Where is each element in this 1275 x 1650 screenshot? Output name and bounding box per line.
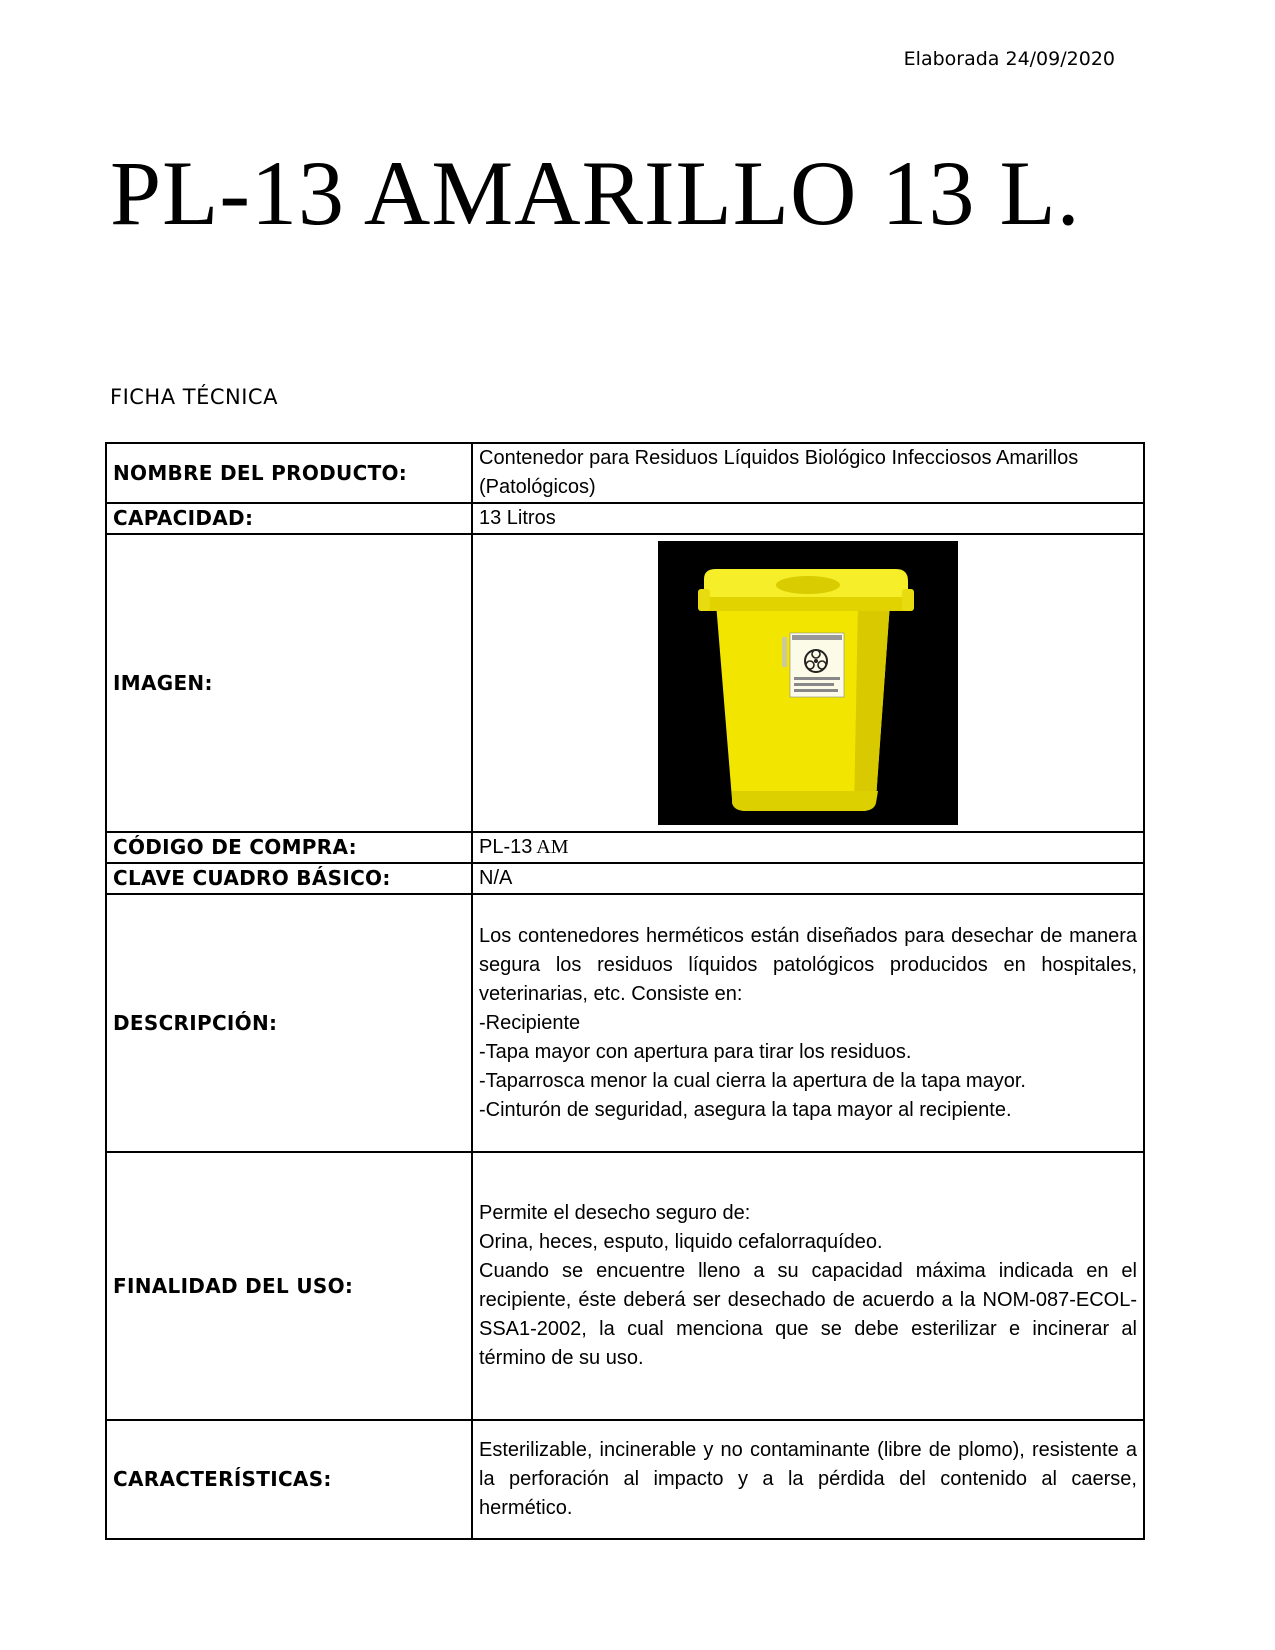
value-codigo	[472, 832, 1144, 863]
lid-clip-left	[698, 589, 710, 611]
descripcion-item: -Cinturón de seguridad, asegura la tapa mayor al recipiente.	[479, 1098, 1012, 1121]
table-row-nombre	[106, 443, 1144, 503]
label-capacidad: CAPACIDAD:	[106, 503, 472, 534]
codigo-suffix: AM	[532, 836, 569, 858]
table-row-descripcion	[106, 894, 1144, 1152]
yellow-container-illustration	[658, 541, 958, 825]
finalidad-line: Permite el desecho seguro de:	[479, 1202, 751, 1224]
value-nombre: Contenedor para Residuos Líquidos Biológico Infecciosos Amarillos (Patológicos)	[472, 443, 1144, 503]
value-capacidad: 13 Litros	[472, 503, 1144, 534]
descripcion-item: -Tapa mayor con apertura para tirar los residuos.	[479, 1040, 912, 1063]
descripcion-item: -Recipiente	[479, 1011, 581, 1034]
lid-opening	[776, 576, 840, 594]
value-imagen	[472, 534, 1144, 832]
product-photo	[658, 541, 958, 825]
table-row-codigo	[106, 832, 1144, 863]
table-row-capacidad	[106, 503, 1144, 534]
lid-clip-right	[902, 589, 914, 611]
table-row-imagen	[106, 534, 1144, 832]
container-side-shadow	[854, 603, 890, 811]
label-descripcion: DESCRIPCIÓN:	[106, 894, 472, 1152]
descripcion-intro: Los contenedores herméticos están diseñados para desechar de manera segura los residuos líquidos patológicos producidos en hospitales, veterinarias, etc. Consiste en:	[479, 924, 1137, 1005]
finalidad-line: Orina, heces, esputo, liquido cefalorraquídeo.	[479, 1231, 883, 1253]
table-row-finalidad	[106, 1152, 1144, 1420]
finalidad-line: Cuando se encuentre lleno a su capacidad máxima indicada en el recipiente, éste deberá ser desechado de acuerdo a la NOM-087-ECOL-SSA1-2002, la cual menciona que se debe esterilizar e incinerar al término de su uso.	[479, 1260, 1137, 1369]
document-subtitle: FICHA TÉCNICA	[110, 385, 278, 409]
label-codigo: CÓDIGO DE COMPRA:	[106, 832, 472, 863]
descripcion-item: -Taparrosca menor la cual cierra la apertura de la tapa mayor.	[479, 1069, 1026, 1092]
label-clave: CLAVE CUADRO BÁSICO:	[106, 863, 472, 894]
lid-rim	[704, 597, 908, 611]
date-text: Elaborada 24/09/2020	[903, 48, 1115, 70]
label-side-strip	[782, 637, 787, 667]
table-row-clave	[106, 863, 1144, 894]
label-text-lines	[792, 635, 842, 640]
label-caracteristicas: CARACTERÍSTICAS:	[106, 1420, 472, 1539]
value-descripcion	[472, 894, 1144, 1152]
table-row-caracteristicas	[106, 1420, 1144, 1539]
value-caracteristicas: Esterilizable, incinerable y no contaminante (libre de plomo), resistente a la perforación al impacto y a la pérdida del contenido al caerse, hermético.	[472, 1420, 1144, 1539]
warning-label	[790, 633, 844, 697]
container-base	[732, 791, 878, 811]
spec-table	[105, 442, 1145, 1540]
codigo-prefix: PL-13	[479, 836, 533, 858]
value-clave: N/A	[472, 863, 1144, 894]
page-title: PL-13 AMARILLO 13 L.	[110, 142, 1081, 244]
label-finalidad: FINALIDAD DEL USO:	[106, 1152, 472, 1420]
label-nombre: NOMBRE DEL PRODUCTO:	[106, 443, 472, 503]
value-finalidad	[472, 1152, 1144, 1420]
label-imagen: IMAGEN:	[106, 534, 472, 832]
